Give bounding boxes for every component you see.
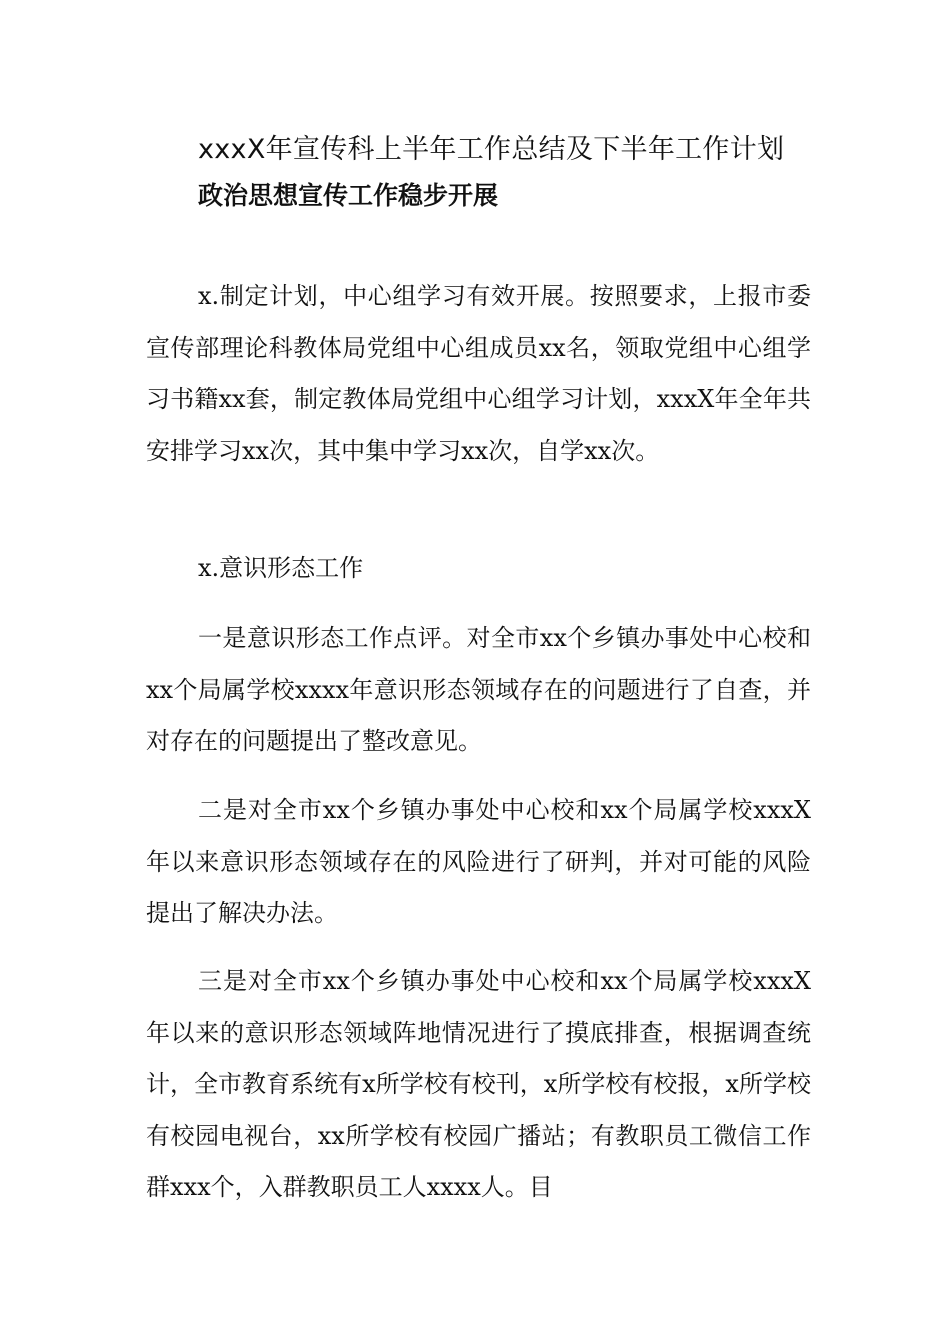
paragraph-position-survey: 三是对全市xx个乡镇办事处中心校和xx个局属学校xxxX年以来的意识形态领域阵地情况进行了摸底排查，根据调查统计，全市教育系统有x所学校有校刊，x所学校有校报，x所学校有校园电视台，xx所学校有校园广播站；有教职员工微信工作群xxx个，入群教职员工人xxxx人。目 <box>146 967 811 1201</box>
section-heading: 政治思想宣传工作稳步开展 <box>198 181 499 210</box>
paragraph-ideology-review: 一是意识形态工作点评。对全市xx个乡镇办事处中心校和xx个局属学校xxxx年意识形态领域存在的问题进行了自查，并对存在的问题提出了整改意见。 <box>146 624 811 755</box>
paragraph-study-plan: x.制定计划，中心组学习有效开展。按照要求，上报市委宣传部理论科教体局党组中心组成员xx名，领取党组中心组学习书籍xx套，制定教体局党组中心组学习计划，xxxX年全年共安排学习xx次，其中集中学习xx次，自学xx次。 <box>146 282 811 465</box>
paragraph-risk-assessment: 二是对全市xx个乡镇办事处中心校和xx个局属学校xxxX年以来意识形态领域存在的风险进行了研判，并对可能的风险提出了解决办法。 <box>146 796 811 927</box>
paragraph-ideology-heading: x.意识形态工作 <box>198 554 364 582</box>
document-title: xxxX年宣传科上半年工作总结及下半年工作计划 <box>198 134 785 165</box>
